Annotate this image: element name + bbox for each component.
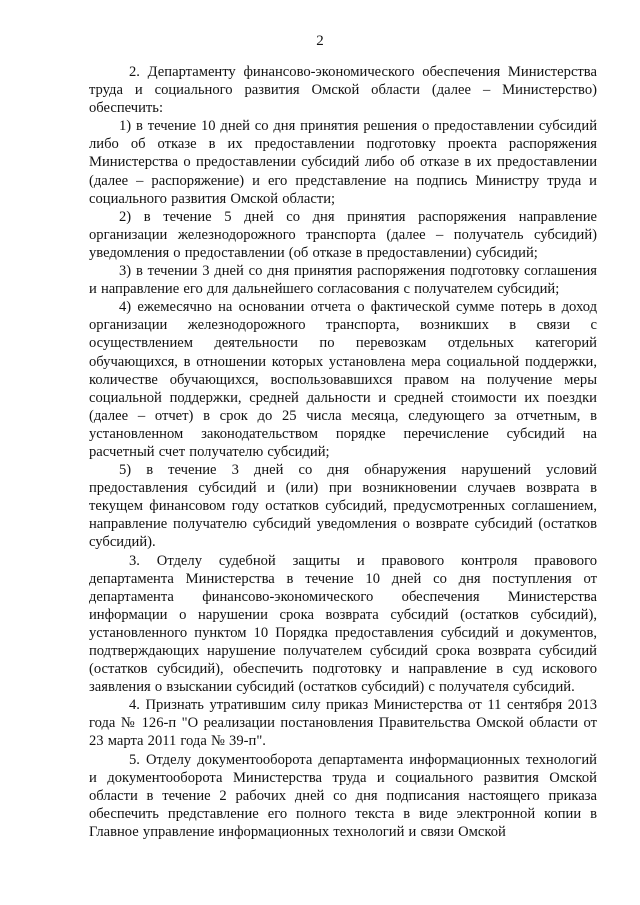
paragraph-2-main: 2. Департаменту финансово-экономического обеспечения Министерства труда и социального развития Омской области (далее – Министерство) обеспечить: bbox=[89, 64, 597, 117]
paragraph-5: 5. Отделу документооборота департамента информационных технологий и документооборота Министерства труда и социального развития Омской области в течение 2 рабочих дней со дня подписания настоящего приказа обеспечить представление его полного текста в виде электронной копии в Главное управление информационных технологий и связи Омской bbox=[89, 751, 597, 840]
paragraph-3: 3. Отделу судебной защиты и правового контроля правового департамента Министерства в течение 10 дней со дня поступления от департамента финансово-экономического обеспечения Министерства информации о нарушении срока возврата субсидий (остатков субсидий), установленного пунктом 10 Порядка предоставления субсидий и документов, подтверждающих нарушение получателем субсидий срока возврата субсидий (остатков субсидий), обеспечить подготовку и направление в суд искового заявления о взыскании субсидий (остатков субсидий) с получателя субсидий. bbox=[89, 552, 597, 696]
paragraph-4: 4. Признать утратившим силу приказ Министерства от 11 сентября 2013 года № 126-п "О реализации постановления Правительства Омской области от 23 марта 2011 года № 39-п". bbox=[89, 697, 597, 750]
paragraph-2-subitem-2: 2) в течение 5 дней со дня принятия распоряжения направление организации железнодорожного транспорта (далее – получатель субсидий) уведомления о предоставлении (об отказе в предоставлении) субсидий; bbox=[89, 208, 597, 261]
paragraph-2-subitem-4: 4) ежемесячно на основании отчета о фактической сумме потерь в доход организации железнодорожного транспорта, возникших в связи с осуществлением деятельности по перевозкам отдельных категорий обучающихся, в отношении которых установлена мера социальной поддержки, количестве обучающихся, воспользовавшихся правом на получение меры социальной поддержки, средней дальности и средней стоимости их поездки (далее – отчет) в срок до 25 числа месяца, следующего за отчетным, в установленном законодательством порядке перечисление субсидий на расчетный счет получателю субсидий; bbox=[89, 299, 597, 460]
page-number: 2 bbox=[316, 33, 324, 49]
paragraph-2-subitem-1: 1) в течение 10 дней со дня принятия решения о предоставлении субсидий либо об отказе в их предоставлении подготовку проекта распоряжения Министерства о предоставлении субсидий либо об отказе в их предоставлении (далее – распоряжение) и его представление на подпись Министру труда и социального развития Омской области; bbox=[89, 118, 597, 207]
document-body bbox=[89, 63, 597, 841]
paragraph-2-subitem-3: 3) в течении 3 дней со дня принятия распоряжения подготовку соглашения и направление его для дальнейшего согласования с получателем субсидий; bbox=[89, 263, 597, 298]
paragraph-2-subitem-5: 5) в течение 3 дней со дня обнаружения нарушений условий предоставления субсидий и (или) при возникновении случаев возврата в текущем финансовом году остатков субсидий, предусмотренных соглашением, направление получателю субсидий уведомления о возврате субсидий (остатков субсидий). bbox=[89, 462, 597, 551]
